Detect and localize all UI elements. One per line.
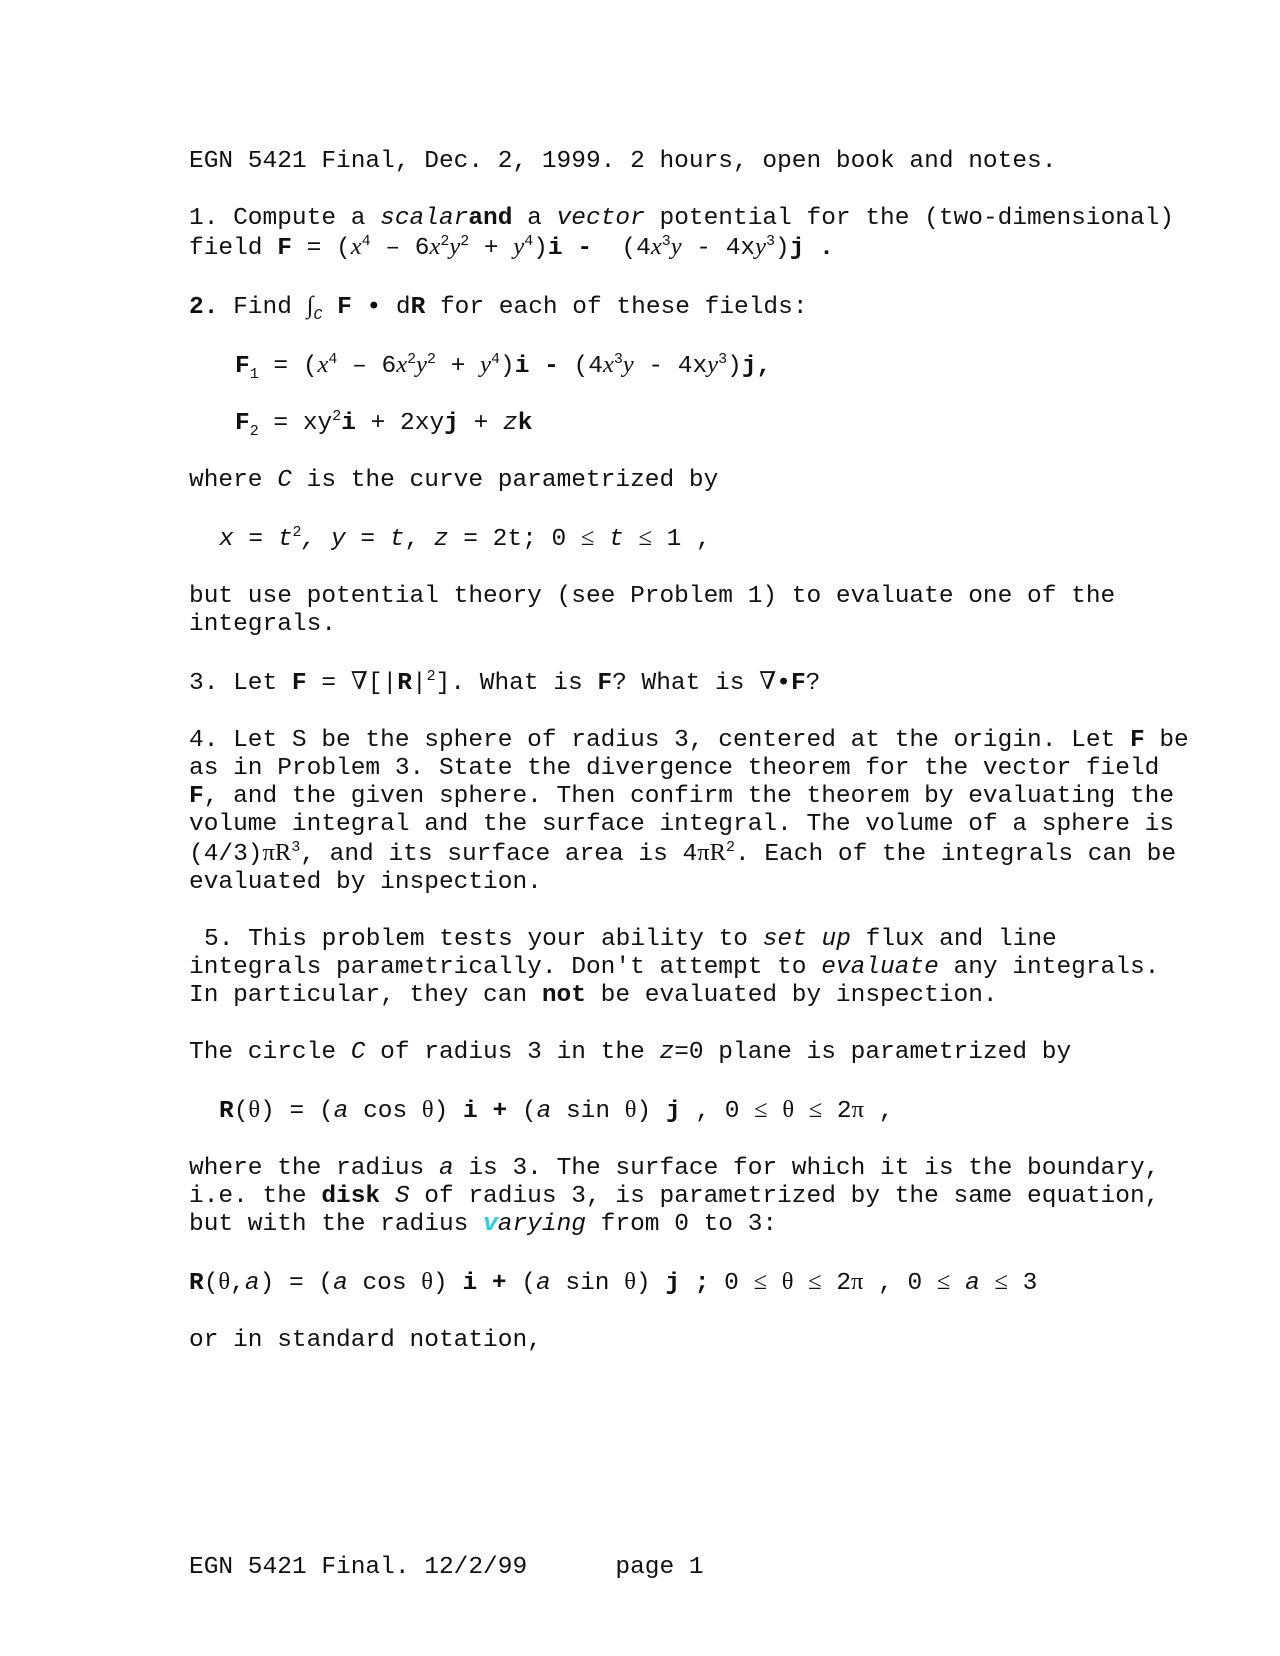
- exam-header: [189, 148, 1189, 176]
- field-f2: $F_2 = xy^2i + 2xyj$ + zk: [235, 408, 533, 440]
- integral-sign: ∫: [306, 292, 314, 319]
- problem-2: 2. Find $\int_C$ F • dR for each of these fields:: [189, 292, 808, 324]
- field-f1: $F_1 = (x^4 - 6x^2y^2 + y^4)i - (4x^3y - 4xy^3)j$,: [235, 351, 772, 383]
- disk-equation: R(θ,a) = (a cos θ) i + (a sin θ) j ; 0 ≤ θ ≤ 2π , 0 ≤ a ≤ 3: [189, 1268, 1038, 1297]
- circle-intro: The circle C of radius 3 in the z=0 plane is parametrized by: [189, 1039, 1072, 1066]
- exam-title: EGN 5421 Final, Dec. 2, 1999. 2 hours, open book and notes.: [189, 148, 1057, 175]
- disk-intro: where the radius a is 3. The surface for which it is the boundary, i.e. the disk S of radius 3, is parametrized by the same equation, but with the radius varying from 0 to 3:: [189, 1155, 1175, 1238]
- highlighted-letter: v: [483, 1211, 498, 1238]
- curve-parametrization: $x = t^2$, y = t, z = 2t; 0 ≤ t ≤ 1 ,: [219, 524, 711, 553]
- problem-4: 4. Let S be the sphere of radius 3, centered at the origin. Let F be as in Problem 3. State the divergence theorem for the vector field F, and the given sphere. Then confirm the theorem by evaluating the volume integral and the surface integral. The volume of a sphere is $(4/3)\pi R^3$, and its surface area is $4\pi R^2$. Each of the integrals can be evaluated by inspection.: [189, 727, 1204, 896]
- standard-notation-line: or in standard notation,: [189, 1327, 542, 1354]
- nabla-symbol: ∇: [350, 668, 368, 695]
- problem-2-note: but use potential theory (see Problem 1) to evaluate one of the integrals.: [189, 583, 1130, 638]
- page-number: page 1: [615, 1554, 704, 1581]
- circle-equation: R(θ) = (a cos θ) i + (a sin θ) j , 0 ≤ θ ≤ 2π ,: [219, 1096, 894, 1125]
- exam-page: [189, 148, 1204, 1384]
- problem-1: 1. Compute a scalarand a vector potential for the (two-dimensional) field $F = (x^4 - 6x^2y^2 + y^4)i - (4x^3y - 4xy^3)j$ .: [189, 205, 1189, 262]
- page-footer: [189, 1554, 704, 1582]
- curve-intro: where C is the curve parametrized by: [189, 467, 719, 494]
- problem-3: 3. Let $F = \nabla[|R|^2]$. What is F? What is ∇•F?: [189, 668, 821, 697]
- footer-title: EGN 5421 Final. 12/2/99: [189, 1554, 528, 1581]
- nabla-symbol: ∇: [759, 668, 777, 695]
- problem-5: 5. This problem tests your ability to set up flux and line integrals parametrically. Don't attempt to evaluate any integrals. In particular, they can not be evaluated by inspection.: [189, 926, 1175, 1009]
